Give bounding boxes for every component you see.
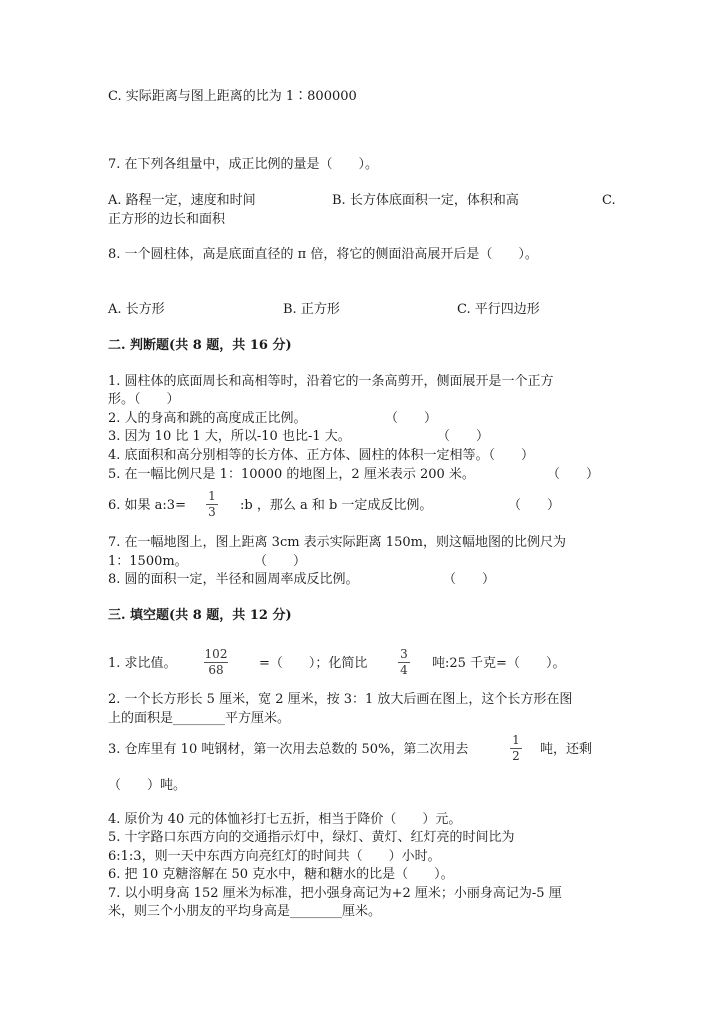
fraction-numerator: 102 [204,647,228,661]
fill-5-line2: 6:1:3，则一天中东西方向亮红灯的时间共（ ）小时。 [108,849,441,864]
judge-4: 4. 底面积和高分别相等的长方体、正方体、圆柱的体积一定相等。（ ） [108,448,535,463]
judge-7-line2: 1：1500m。 [108,554,188,569]
option-8c: C. 平行四边形 [457,302,540,317]
fill-1-suffix: 吨:25 千克=（ ）。 [432,656,566,671]
question-7-stem: 7. 在下列各组量中，成正比例的量是（ ）。 [108,157,379,172]
fill-4: 4. 原价为 40 元的体恤衫打七五折，相当于降价（ ）元。 [108,812,462,827]
section-2-title: 二. 判断题(共 8 题，共 16 分) [108,338,292,353]
option-8a: A. 长方形 [108,302,165,317]
fill-1-fraction-1 [204,648,228,677]
fraction-numerator: 1 [208,489,216,503]
fill-3-prefix: 3. 仓库里有 10 吨钢材，第一次用去总数的 50%，第二次用去 [108,742,469,757]
fraction-denominator: 68 [208,663,224,677]
judge-8-paren: （ ） [443,572,496,587]
fill-3-line2: （ ）吨。 [108,778,187,793]
judge-7-paren: （ ） [254,554,307,569]
judge-6-suffix: :b ，那么 a 和 b 一定成反比例。 [240,498,433,513]
fraction-denominator: 2 [512,749,520,763]
option-7b: B. 长方体底面积一定，体积和高 [332,193,519,208]
fill-5-line1: 5. 十字路口东西方向的交通指示灯中，绿灯、黄灯、红灯亮的时间比为 [108,830,515,845]
fill-1-fraction-2 [398,648,410,677]
judge-6-paren: （ ） [508,498,561,513]
judge-5-paren: （ ） [547,467,600,482]
judge-1-line2: 形。（ ） [108,392,180,407]
fill-7-line1: 7. 以小明身高 152 厘米为标准，把小强身高记为+2 厘米；小丽身高记为-5 厘 [108,886,562,901]
fill-3-suffix: 吨，还剩 [540,742,593,757]
question-8-stem: 8. 一个圆柱体，高是底面直径的 π 倍，将它的侧面沿高展开后是（ ）。 [108,247,538,262]
fill-3-fraction [510,734,522,763]
judge-5: 5. 在一幅比例尺是 1：10000 的地图上，2 厘米表示 200 米。 [108,467,475,482]
fill-2-line2: 上的面积是________平方厘米。 [108,711,291,726]
fraction-denominator: 4 [400,663,408,677]
option-7a: A. 路程一定，速度和时间 [108,193,256,208]
fraction-denominator: 3 [208,505,216,519]
judge-8: 8. 圆的面积一定，半径和圆周率成反比例。 [108,572,359,587]
judge-2: 2. 人的身高和跳的高度成正比例。 [108,411,307,426]
judge-1-line1: 1. 圆柱体的底面周长和高相等时，沿着它的一条高剪开，侧面展开是一个正方 [108,374,554,389]
fraction-numerator: 3 [400,647,408,661]
option-7c-prefix: C. [602,193,616,208]
option-8b: B. 正方形 [283,302,340,317]
judge-3: 3. 因为 10 比 1 大，所以-10 也比-1 大。 [108,429,351,444]
judge-6-fraction [206,490,218,519]
option-7c-text: 正方形的边长和面积 [108,212,226,227]
fill-1-middle: =（ ）；化简比 [259,656,368,671]
fill-2-line1: 2. 一个长方形长 5 厘米，宽 2 厘米，按 3：1 放大后画在图上，这个长方形在图 [108,692,573,707]
judge-7-line1: 7. 在一幅地图上，图上距离 3cm 表示实际距离 150m，则这幅地图的比例尺为 [108,535,566,550]
judge-3-paren: （ ） [437,429,490,444]
judge-2-paren: （ ） [385,411,438,426]
fill-1-prefix: 1. 求比值。 [108,656,177,671]
section-3-title: 三. 填空题(共 8 题，共 12 分) [108,608,292,623]
fraction-numerator: 1 [512,733,520,747]
judge-6-prefix: 6. 如果 a:3= [108,498,186,513]
fill-7-line2: 米，则三个小朋友的平均身高是________厘米。 [108,904,382,919]
fill-6: 6. 把 10 克糖溶解在 50 克水中，糖和糖水的比是（ ）。 [108,867,454,882]
option-6c: C. 实际距离与图上距离的比为 1∶800000 [108,89,357,104]
